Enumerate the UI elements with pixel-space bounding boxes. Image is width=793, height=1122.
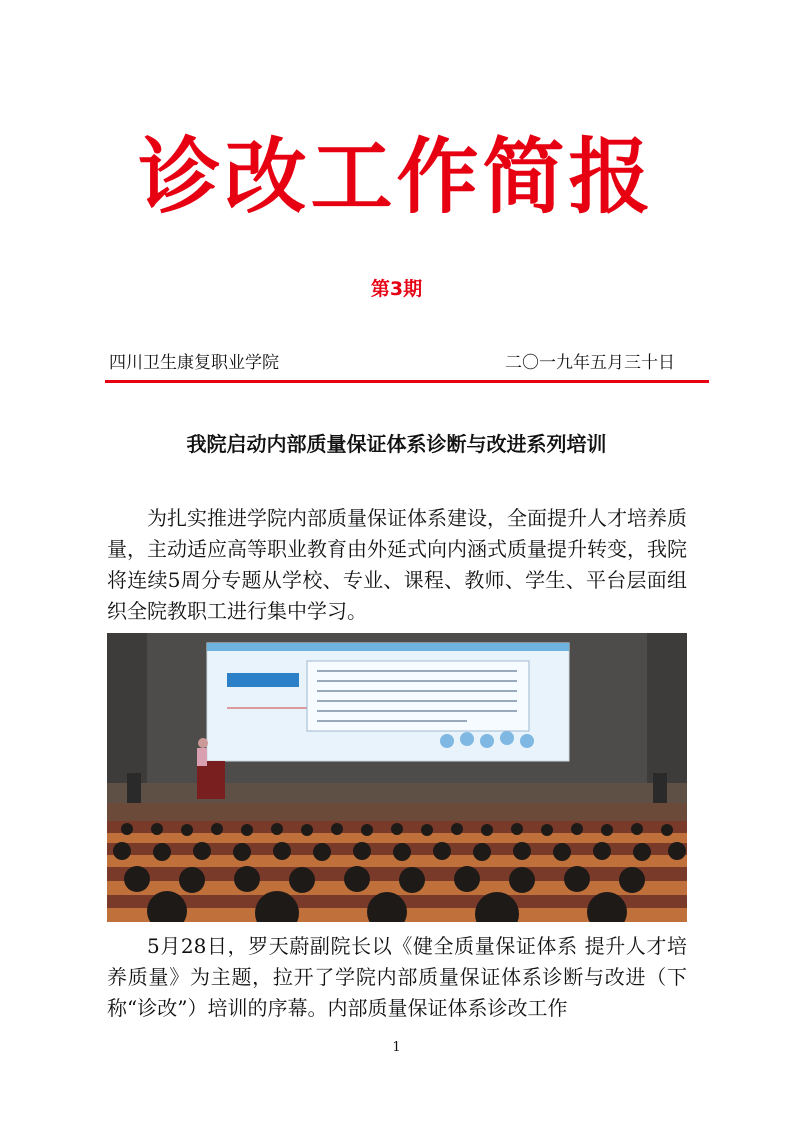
masthead-title: 诊改工作简报 bbox=[138, 130, 655, 225]
training-photo bbox=[107, 633, 687, 922]
page-number: 1 bbox=[392, 1040, 401, 1055]
header-divider bbox=[105, 380, 709, 383]
article-headline: 我院启动内部质量保证体系诊断与改进系列培训 bbox=[186, 432, 607, 456]
organization-name: 四川卫生康复职业学院 bbox=[109, 353, 279, 373]
article-paragraph-1: 为扎实推进学院内部质量保证体系建设，全面提升人才培养质量，主动适应高等职业教育由外延式向内涵式质量提升转变，我院将连续5周分专题从学校、专业、课程、教师、学生、平台层面组织全院教职工进行集中学习。 bbox=[107, 506, 687, 623]
issue-number: 第3期 bbox=[370, 278, 423, 300]
publication-date: 二〇一九年五月三十日 bbox=[505, 353, 675, 373]
article-paragraph-2: 5月28日，罗天蔚副院长以《健全质量保证体系 提升人才培养质量》为主题，拉开了学院内部质量保证体系诊断与改进（下称“诊改”）培训的序幕。内部质量保证体系诊改工作 bbox=[107, 934, 687, 1020]
